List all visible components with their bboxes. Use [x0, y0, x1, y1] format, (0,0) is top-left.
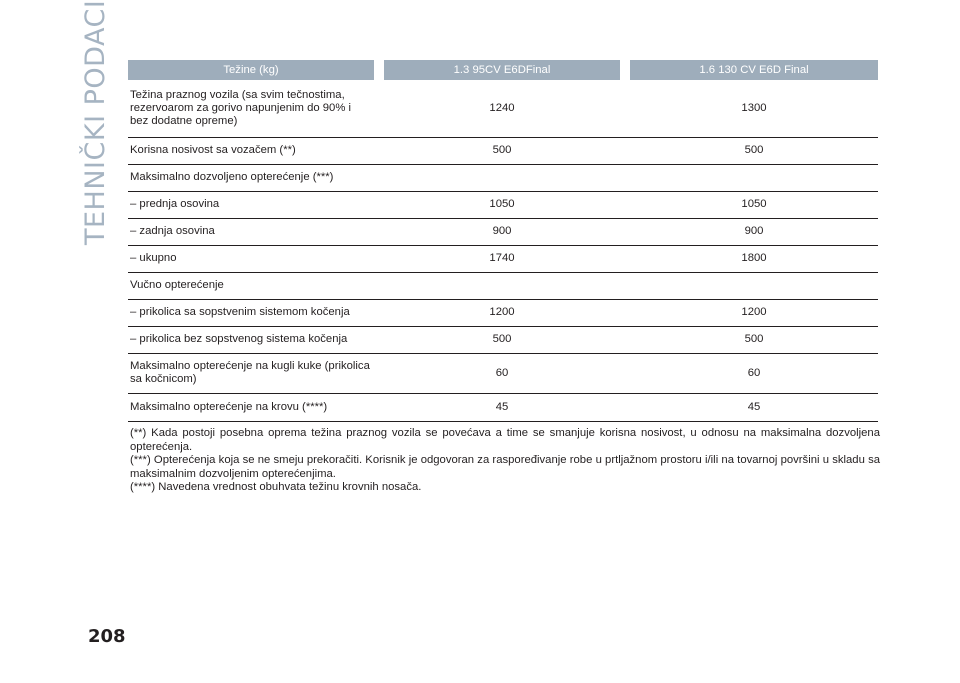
row-label: Maksimalno opterećenje na krovu (****) — [128, 393, 374, 421]
value-engine-1 — [384, 272, 620, 299]
value-engine-2: 500 — [630, 326, 878, 353]
column-header-engine-1: 1.3 95CV E6DFinal — [384, 60, 620, 80]
value-engine-1 — [384, 164, 620, 191]
row-label: – prikolica bez sopstvenog sistema kočenja — [128, 326, 374, 353]
table-row — [128, 326, 878, 353]
value-engine-1: 1050 — [384, 191, 620, 218]
table-row — [128, 80, 878, 137]
table-row — [128, 137, 878, 164]
weights-table — [128, 60, 878, 422]
row-label: – prikolica sa sopstvenim sistemom kočenja — [128, 299, 374, 326]
row-label: Vučno opterećenje — [128, 272, 374, 299]
value-engine-2: 500 — [630, 137, 878, 164]
table-row — [128, 218, 878, 245]
section-title: TEHNIČKI PODACI — [80, 0, 111, 245]
column-header-weights: Težine (kg) — [128, 60, 374, 80]
value-engine-1: 500 — [384, 137, 620, 164]
value-engine-2: 1200 — [630, 299, 878, 326]
page-number: 208 — [88, 626, 126, 647]
value-engine-1: 45 — [384, 393, 620, 421]
value-engine-2: 900 — [630, 218, 878, 245]
value-engine-1: 60 — [384, 353, 620, 393]
footnote: (***) Opterećenja koja se ne smeju prekoračiti. Korisnik je odgovoran za raspoređivanje robe u prtljažnom prostoru i/ili na tovarnoj površini u skladu sa maksimalnim dozvoljenim opterećenjima. — [130, 454, 880, 480]
value-engine-1: 1240 — [384, 80, 620, 137]
value-engine-2: 60 — [630, 353, 878, 393]
row-label: Maksimalno dozvoljeno opterećenje (***) — [128, 164, 374, 191]
value-engine-1: 500 — [384, 326, 620, 353]
table-row — [128, 272, 878, 299]
row-label: – prednja osovina — [128, 191, 374, 218]
footnotes — [130, 427, 880, 495]
table-row — [128, 191, 878, 218]
value-engine-2 — [630, 272, 878, 299]
row-label: – ukupno — [128, 245, 374, 272]
table-row — [128, 353, 878, 393]
table-row — [128, 299, 878, 326]
value-engine-2: 1050 — [630, 191, 878, 218]
value-engine-2: 45 — [630, 393, 878, 421]
table-row — [128, 245, 878, 272]
table-row — [128, 164, 878, 191]
table-row — [128, 393, 878, 421]
row-label: Korisna nosivost sa vozačem (**) — [128, 137, 374, 164]
footnote: (**) Kada postoji posebna oprema težina praznog vozila se povećava a time se smanjuje korisna nosivost, u odnosu na maksimalna dozvoljena opterećenja. — [130, 427, 880, 453]
value-engine-2: 1300 — [630, 80, 878, 137]
value-engine-1: 1200 — [384, 299, 620, 326]
row-label: Maksimalno opterećenje na kugli kuke (prikolica sa kočnicom) — [128, 353, 374, 393]
row-label: Težina praznog vozila (sa svim tečnostima, rezervoarom za gorivo napunjenim do 90% i bez dodatne opreme) — [128, 80, 374, 137]
table-header-row — [128, 60, 878, 80]
value-engine-1: 900 — [384, 218, 620, 245]
footnote: (****) Navedena vrednost obuhvata težinu krovnih nosača. — [130, 481, 422, 493]
value-engine-1: 1740 — [384, 245, 620, 272]
row-label: – zadnja osovina — [128, 218, 374, 245]
column-header-engine-2: 1.6 130 CV E6D Final — [630, 60, 878, 80]
value-engine-2 — [630, 164, 878, 191]
value-engine-2: 1800 — [630, 245, 878, 272]
